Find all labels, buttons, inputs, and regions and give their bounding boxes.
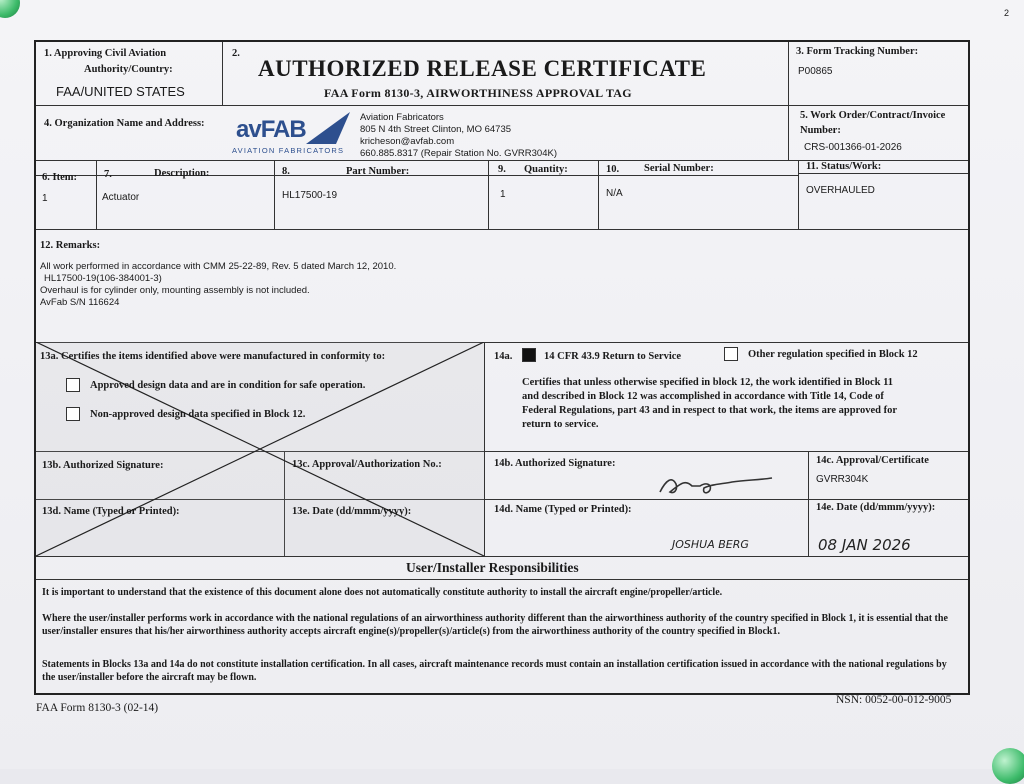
block14d-value: JOSHUA BERG [672,538,749,551]
remarks-line-3: Overhaul is for cylinder only, mounting assembly is not included. [40,285,310,296]
block13a-nonapproved-label: Non-approved design data specified in Block 12. [90,409,306,420]
block4-label: 4. Organization Name and Address: [44,118,205,129]
col6-header: 6. Item: [42,172,77,183]
item-status: OVERHAULED [806,185,875,196]
block14a-number: 14a. [494,351,513,362]
block5-label-line1: 5. Work Order/Contract/Invoice [800,110,946,121]
block14e-label: 14e. Date (dd/mmm/yyyy): [816,502,936,513]
corner-mark: 2 [1004,8,1010,18]
responsibilities-paragraph-3: Statements in Blocks 13a and 14a do not constitute installation certification. In all cases, aircraft maintenance records must contain an installation certification issued in accordance with the national regulations by the user/installer before the aircraft may be flown. [42,659,947,683]
block13a-approved-label: Approved design data and are in condition for safe operation. [90,380,366,391]
block14-cert-line-3: Federal Regulations, part 43 and in respect to that work, the items are approved for [522,405,898,416]
block1-value: FAA/UNITED STATES [56,84,185,99]
responsibilities-paragraph-1: It is important to understand that the existence of this document alone does not automatically constitute authority to install the aircraft engine/propeller/article. [42,587,723,598]
block14d-label: 14d. Name (Typed or Printed): [494,504,632,515]
block14a-other-label: Other regulation specified in Block 12 [748,349,918,360]
remarks-line-4: AvFab S/N 116624 [40,297,120,308]
logo-wing-icon [306,110,352,146]
col9-number: 9. [498,164,506,175]
col7-header: Description: [154,168,210,179]
logo-wordmark: avFAB [236,116,306,143]
nsn-number: NSN: 0052-00-012-9005 [836,694,952,706]
item-quantity: 1 [500,189,506,200]
col7-number: 7. [104,169,112,180]
block5-label-line2: Number: [800,125,841,136]
col11-header: 11. Status/Work: [806,161,882,172]
block13a-approved-checkbox[interactable] [66,378,80,392]
responsibilities-title: User/Installer Responsibilities [406,560,579,575]
green-pushpin-bottom-right [992,748,1024,784]
remarks-label: 12. Remarks: [40,240,101,251]
item-description: Actuator [102,192,140,203]
block3-label: 3. Form Tracking Number: [796,46,919,57]
col8-number: 8. [282,166,290,177]
authorized-signature [652,462,782,502]
form-8130-3 [34,40,970,695]
responsibilities-paragraph-2: Where the user/installer performs work in accordance with the national regulations of an airworthiness authority different than the airworthiness authority of the country specified in Block 1, it is essential that the user/installer ensures that his/her airworthiness authority accepts aircraft engine(s)/propeller(s)/article(s) from the airworthiness authority of the country specified in Block1. [42,613,948,637]
block13-void-cross [36,342,484,556]
org-phone: 660.885.8317 (Repair Station No. GVRR304K) [360,148,557,159]
logo-tagline: AVIATION FABRICATORS [232,146,345,155]
block13a-nonapproved-checkbox[interactable] [66,407,80,421]
block3-value: P00865 [798,66,833,77]
block13e-label: 13e. Date (dd/mmm/yyyy): [292,506,412,517]
remarks-line-1: All work performed in accordance with CMM 25-22-89, Rev. 5 dated March 12, 2010. [40,261,397,272]
block14-cert-line-1: Certifies that unless otherwise specified in block 12, the work identified in Block 11 [522,377,893,388]
block14a-cfr-checkbox[interactable] [522,348,536,362]
block14b-label: 14b. Authorized Signature: [494,458,616,469]
block14-cert-line-4: return to service. [522,419,599,430]
block2-label: 2. [232,48,240,59]
block13d-label: 13d. Name (Typed or Printed): [42,506,180,517]
block13a-label: 13a. Certifies the items identified above were manufactured in conformity to: [40,351,386,362]
form-subtitle: FAA Form 8130-3, AIRWORTHINESS APPROVAL TAG [324,86,632,100]
block13c-label: 13c. Approval/Authorization No.: [292,459,442,470]
avfab-logo [232,110,352,158]
col9-header: Quantity: [524,164,568,175]
block1-label-line1: 1. Approving Civil Aviation [44,48,167,59]
block13b-label: 13b. Authorized Signature: [42,460,164,471]
org-address: 805 N 4th Street Clinton, MO 64735 [360,124,512,135]
col8-header: Part Number: [346,166,410,177]
item-number: 1 [42,193,48,204]
form-identifier: FAA Form 8130-3 (02-14) [36,702,159,714]
org-email: kricheson@avfab.com [360,136,455,147]
col10-header: Serial Number: [644,163,714,174]
col10-number: 10. [606,164,620,175]
block14a-other-checkbox[interactable] [724,347,738,361]
block1-label-line2: Authority/Country: [84,64,173,75]
item-serial: N/A [606,188,623,199]
org-name: Aviation Fabricators [360,112,444,123]
block5-value: CRS-001366-01-2026 [804,142,902,153]
remarks-line-2: HL17500-19(106-384001-3) [44,273,162,284]
block14c-label: 14c. Approval/Certificate [816,455,929,466]
item-part-number: HL17500-19 [282,190,338,201]
block14a-cfr-label: 14 CFR 43.9 Return to Service [544,351,682,362]
block14-cert-line-2: and described in Block 12 was accomplished in accordance with Title 14, Code of [522,391,884,402]
block14e-value: 08 JAN 2026 [818,536,911,554]
block14c-value: GVRR304K [816,474,869,485]
page-title: AUTHORIZED RELEASE CERTIFICATE [258,56,707,81]
